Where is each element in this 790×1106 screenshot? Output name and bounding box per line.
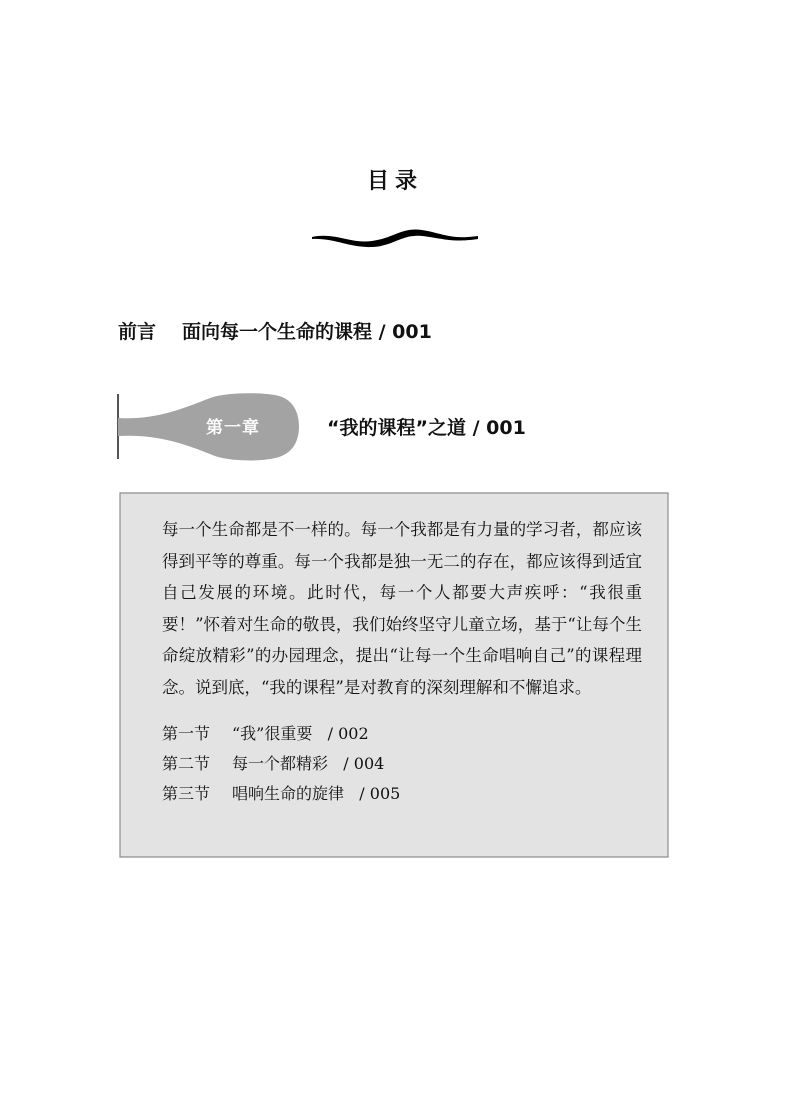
chapter-title[interactable]: “我的课程”之道 / 001 — [327, 417, 526, 439]
section-list — [162, 719, 642, 809]
section-entry[interactable] — [162, 779, 642, 809]
preface-title: 面向每一个生命的课程 / 001 — [182, 321, 432, 343]
section-page: / 005 — [359, 784, 401, 803]
chapter-summary — [162, 514, 642, 809]
preface-label: 前言 — [118, 321, 157, 343]
chapter-label: 第一章 — [206, 418, 260, 438]
section-title: 唱响生命的旋律 — [232, 784, 345, 803]
section-number: 第一节 — [162, 724, 211, 743]
wave-ornament — [310, 222, 480, 252]
section-number: 第三节 — [162, 784, 211, 803]
chapter-summary-text: 每一个生命都是不一样的。每一个我都是有力量的学习者，都应该得到平等的尊重。每一个我都是独一无二的存在，都应该得到适宜自己发展的环境。此时代，每一个人都要大声疾呼：“我很重要！”怀着对生命的敬畏，我们始终坚守儿童立场，基于“让每个生命绽放精彩”的办园理念，提出“让每一个生命唱响自己”的课程理念。说到底，“我的课程”是对教育的深刻理解和不懈追求。 — [162, 520, 642, 697]
page-title: 目录 — [366, 169, 423, 194]
section-page: / 004 — [343, 754, 385, 773]
section-entry[interactable] — [162, 719, 642, 749]
section-entry[interactable] — [162, 749, 642, 779]
section-title: 每一个都精彩 — [232, 754, 329, 773]
section-title: “我”很重要 — [232, 724, 313, 743]
preface-entry[interactable] — [118, 317, 432, 344]
section-number: 第二节 — [162, 754, 211, 773]
section-page: / 002 — [327, 724, 369, 743]
